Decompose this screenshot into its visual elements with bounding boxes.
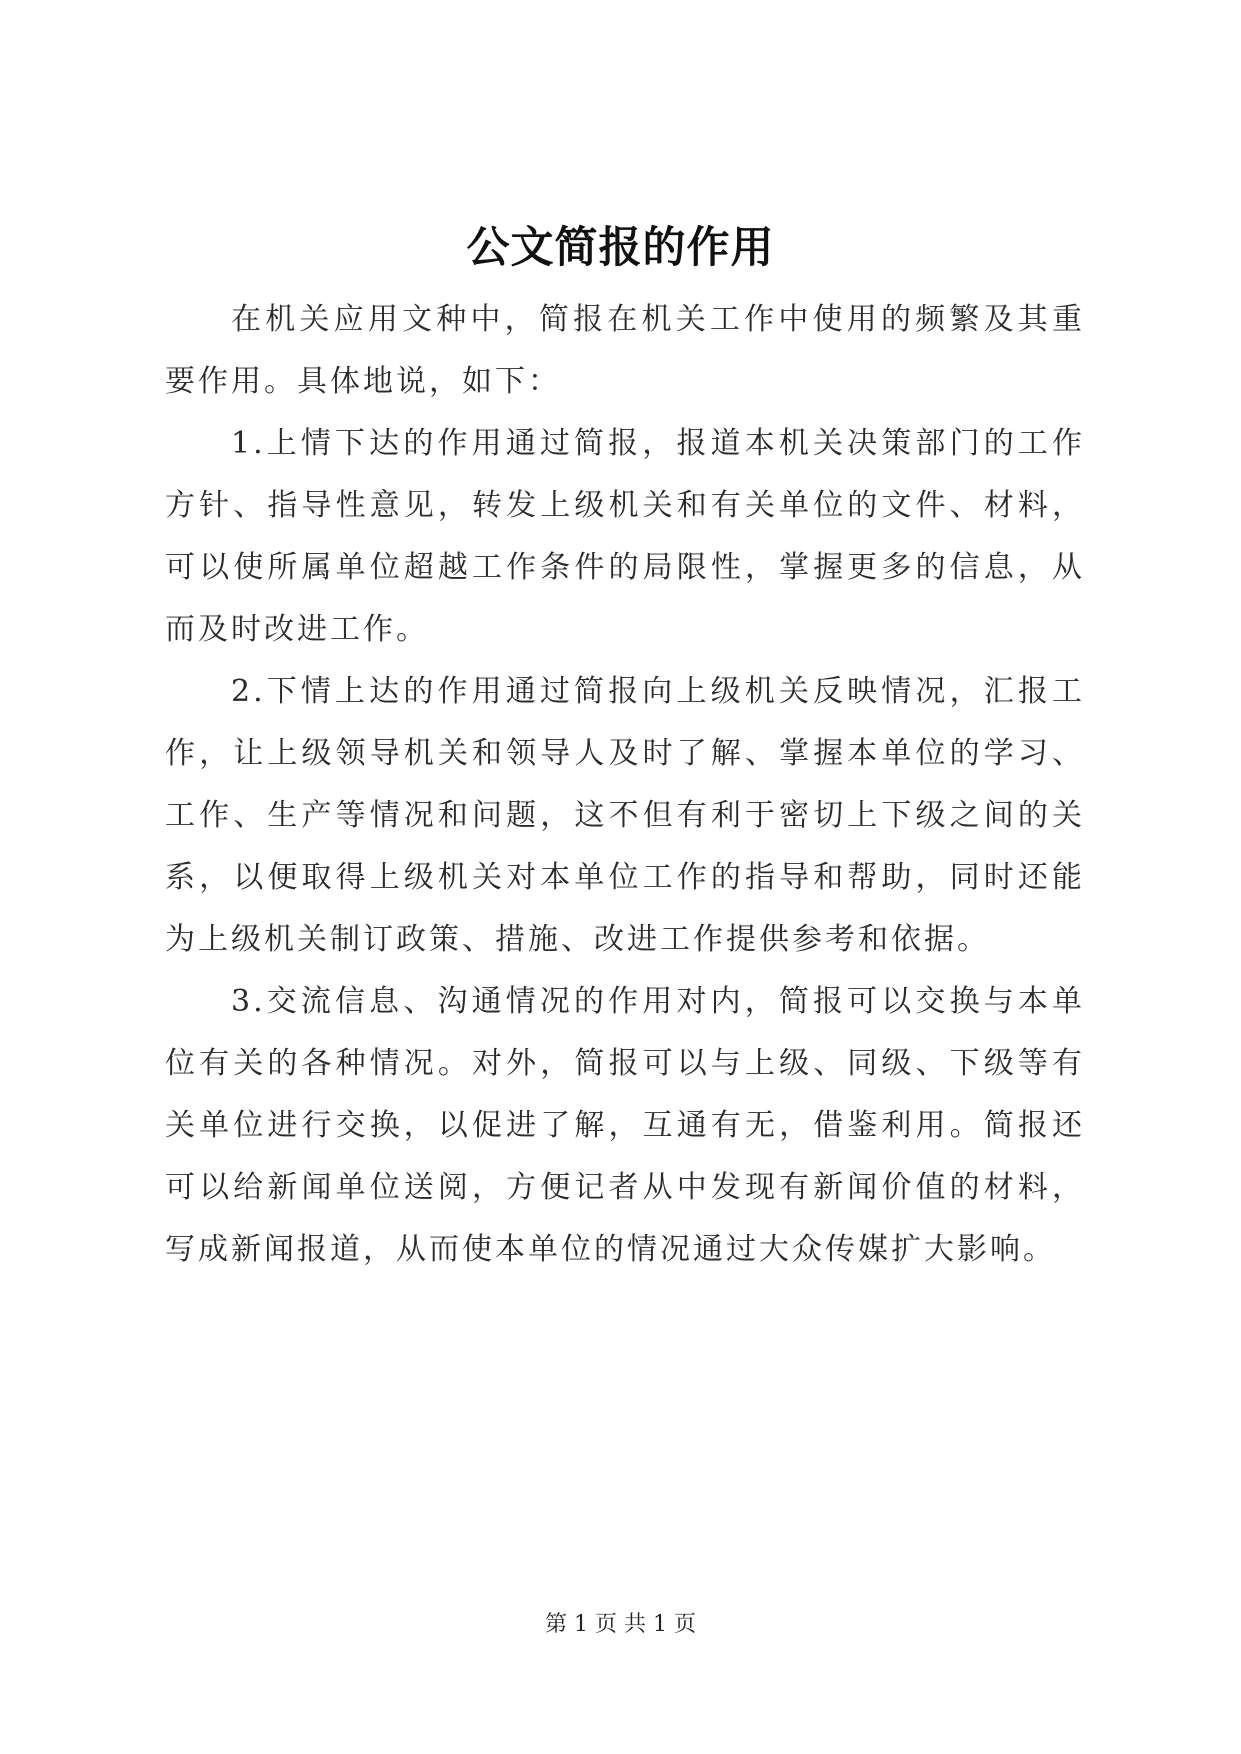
paragraph-intro: 在机关应用文种中，简报在机关工作中使用的频繁及其重要作用。具体地说，如下：	[165, 302, 1085, 399]
document-body	[165, 289, 1085, 1281]
paragraph-item-2: 2.下情上达的作用通过简报向上级机关反映情况，汇报工作，让上级领导机关和领导人及时了解、掌握本单位的学习、工作、生产等情况和问题，这不但有利于密切上下级之间的关系，以便取得上级机关对本单位工作的指导和帮助，同时还能为上级机关制订政策、措施、改进工作提供参考和依据。	[165, 674, 1085, 957]
paragraph-item-3: 3.交流信息、沟通情况的作用对内，简报可以交换与本单位有关的各种情况。对外，简报可以与上级、同级、下级等有关单位进行交换，以促进了解，互通有无，借鉴利用。简报还可以给新闻单位送阅，方便记者从中发现有新闻价值的材料，写成新闻报道，从而使本单位的情况通过大众传媒扩大影响。	[165, 984, 1085, 1267]
page-number-footer: 第 1 页 共 1 页	[545, 1612, 696, 1637]
document-title: 公文简报的作用	[466, 223, 775, 273]
paragraph-item-1: 1.上情下达的作用通过简报，报道本机关决策部门的工作方针、指导性意见，转发上级机关和有关单位的文件、材料，可以使所属单位超越工作条件的局限性，掌握更多的信息，从而及时改进工作。	[165, 426, 1085, 647]
